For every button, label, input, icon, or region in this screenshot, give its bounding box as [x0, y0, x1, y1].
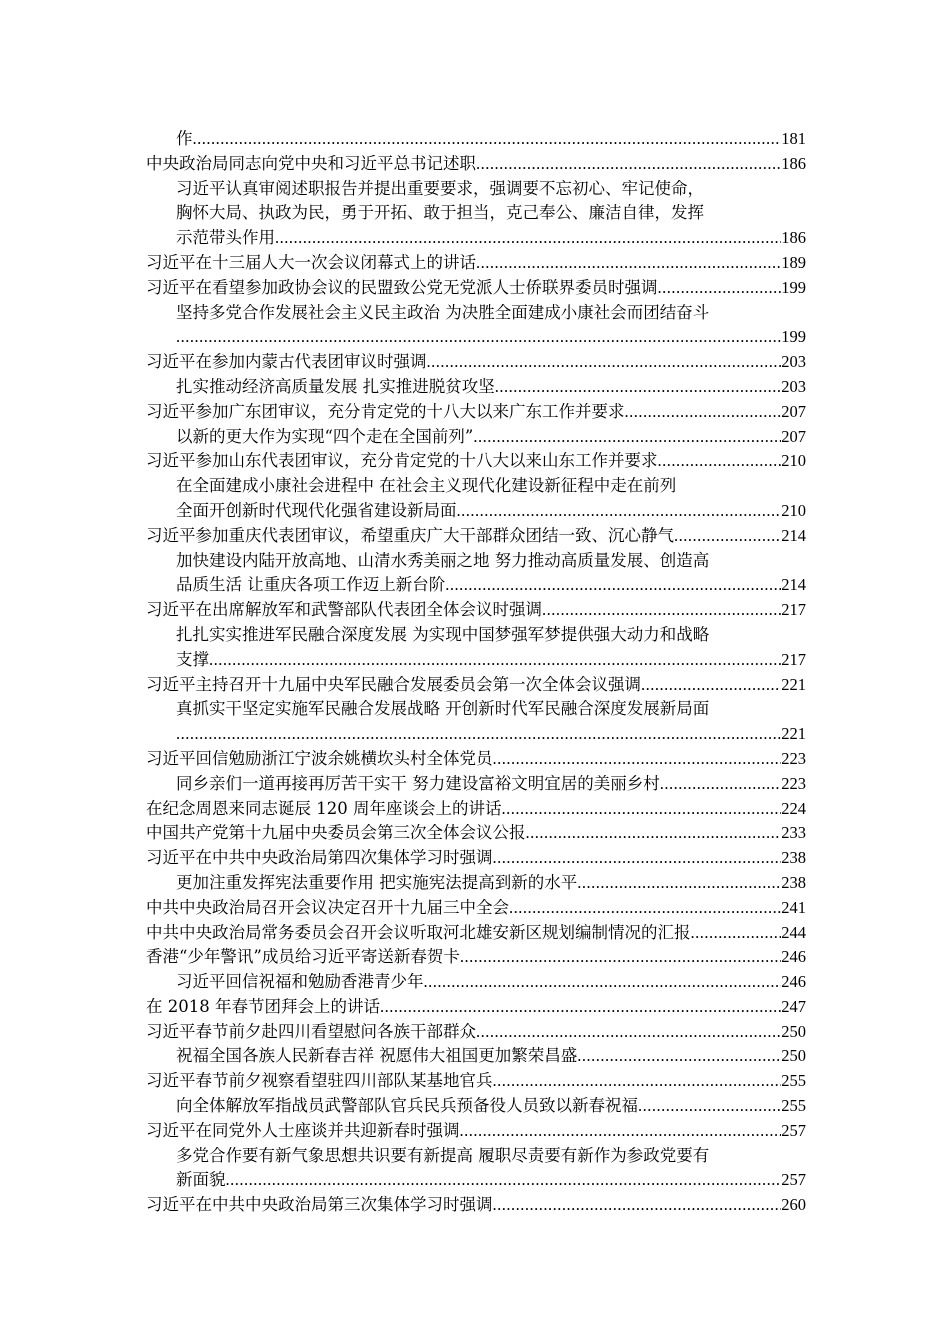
dot-leader [660, 772, 782, 797]
toc-page-number: 257 [781, 1170, 806, 1190]
toc-page-number: 244 [781, 922, 806, 942]
toc-entry[interactable] [146, 995, 806, 1020]
toc-page-number: 255 [781, 1096, 806, 1116]
dot-leader [577, 871, 781, 896]
toc-entry[interactable] [146, 1119, 806, 1144]
toc-entry-final-line [146, 846, 806, 871]
toc-entry-title: 习近平主持召开十九届中央军民融合发展委员会第一次全体会议强调 [146, 674, 641, 694]
dot-leader [209, 648, 781, 673]
dot-leader [460, 1119, 782, 1144]
toc-entry[interactable] [146, 301, 806, 351]
toc-entry[interactable] [146, 896, 806, 921]
dot-leader [427, 350, 782, 375]
toc-entry[interactable] [146, 1069, 806, 1094]
toc-entry-line: 真抓实干坚定实施军民融合发展战略 开创新时代军民融合深度发展新局面 [176, 699, 710, 719]
dot-leader [493, 747, 782, 772]
toc-entry-line: 胸怀大局、执政为民，勇于开拓、敢于担当，克己奉公、廉洁自律，发挥 [176, 203, 704, 223]
dot-leader [275, 226, 781, 251]
toc-entry-final-line [146, 598, 806, 623]
dot-leader [526, 821, 782, 846]
toc-entry-final-line [176, 970, 806, 995]
toc-entry-final-line [146, 400, 806, 425]
toc-entry-final-line [146, 921, 806, 946]
toc-entry-final-line [146, 251, 806, 276]
toc-entry-title: 习近平春节前夕视察看望驻四川部队某基地官兵 [146, 1071, 493, 1091]
toc-entry-final-line [176, 127, 806, 152]
toc-entry-line: 坚持多党合作发展社会主义民主政治 为决胜全面建成小康社会而团结奋斗 [176, 302, 710, 322]
toc-page-number: 223 [781, 748, 806, 768]
toc-entry[interactable] [146, 425, 806, 450]
toc-page-number: 246 [781, 947, 806, 967]
toc-page-number: 186 [781, 153, 806, 173]
toc-entry-title: 全面开创新时代现代化强省建设新局面 [176, 500, 457, 520]
toc-entry-title: 习近平参加广东团审议，充分肯定党的十八大以来广东工作并要求 [146, 401, 625, 421]
toc-page-number: 255 [781, 1071, 806, 1091]
dot-leader [577, 1044, 781, 1069]
toc-entry-title: 中共中央政治局常务委员会召开会议听取河北雄安新区规划编制情况的汇报 [146, 922, 691, 942]
toc-page-number: 224 [781, 798, 806, 818]
toc-entry[interactable] [146, 871, 806, 896]
toc-entry[interactable] [146, 449, 806, 474]
toc-entry-final-line [146, 896, 806, 921]
toc-entry[interactable] [146, 1193, 806, 1218]
toc-entry-title: 支撑 [176, 649, 209, 669]
toc-entry-final-line [176, 1044, 806, 1069]
toc-entry-final-line [146, 1069, 806, 1094]
toc-entry-final-line [176, 573, 806, 598]
dot-leader [674, 524, 781, 549]
toc-entry[interactable] [146, 400, 806, 425]
toc-entry-title: 习近平参加山东代表团审议，充分肯定党的十八大以来山东工作并要求 [146, 451, 658, 471]
toc-entry-title: 扎实推动经济高质量发展 扎实推进脱贫攻坚 [176, 376, 495, 396]
toc-entry-line: 在全面建成小康社会进程中 在社会主义现代化建设新征程中走在前列 [176, 476, 677, 496]
dot-leader [457, 499, 782, 524]
toc-entry-final-line [176, 226, 806, 251]
toc-entry-title: 以新的更大作为实现“四个走在全国前列” [176, 426, 474, 446]
toc-entry-final-line [176, 772, 806, 797]
dot-leader [476, 1020, 781, 1045]
toc-page-number: 217 [781, 649, 806, 669]
toc-entry-final-line [146, 945, 806, 970]
dot-leader [380, 995, 781, 1020]
toc-page-number: 233 [781, 823, 806, 843]
toc-page-number: 246 [781, 972, 806, 992]
toc-entry-title: 习近平在中共中央政治局第四次集体学习时强调 [146, 848, 493, 868]
toc-entry-line: 加快建设内陆开放高地、山清水秀美丽之地 努力推动高质量发展、创造高 [176, 550, 710, 570]
dot-leader [493, 846, 782, 871]
toc-entry[interactable] [146, 152, 806, 177]
toc-entry-final-line [146, 1020, 806, 1045]
toc-entry-title: 祝福全国各族人民新春吉祥 祝愿伟大祖国更加繁荣昌盛 [176, 1046, 578, 1066]
toc-entry-title: 习近平参加重庆代表团审议，希望重庆广大干部群众团结一致、沉心静气 [146, 525, 674, 545]
toc-page-number: 210 [781, 451, 806, 471]
toc-entry-title: 习近平在参加内蒙古代表团审议时强调 [146, 352, 427, 372]
table-of-contents [146, 127, 806, 1218]
toc-entry-final-line [146, 350, 806, 375]
toc-entry-line: 扎扎实实推进军民融合深度发展 为实现中国梦强军梦提供强大动力和战略 [176, 624, 710, 644]
dot-leader [493, 1193, 782, 1218]
toc-entry[interactable] [146, 127, 806, 152]
dot-leader [226, 1168, 782, 1193]
toc-entry[interactable] [146, 1044, 806, 1069]
toc-entry[interactable] [146, 251, 806, 276]
toc-page-number: 189 [781, 252, 806, 272]
dot-leader [501, 797, 781, 822]
toc-entry[interactable] [146, 623, 806, 673]
toc-entry-final-line [146, 747, 806, 772]
dot-leader [509, 896, 781, 921]
toc-entry-title: 习近平在同党外人士座谈并共迎新春时强调 [146, 1120, 460, 1140]
toc-entry-title: 品质生活 让重庆各项工作迈上新台阶 [176, 575, 446, 595]
toc-entry-final-line [146, 797, 806, 822]
toc-entry[interactable] [146, 598, 806, 623]
dot-leader [638, 1094, 781, 1119]
dot-leader [658, 449, 782, 474]
toc-page-number: 247 [781, 996, 806, 1016]
toc-entry[interactable] [146, 945, 806, 970]
dot-leader [460, 945, 781, 970]
toc-entry[interactable] [146, 921, 806, 946]
toc-entry-final-line [146, 524, 806, 549]
toc-page-number: 221 [781, 724, 806, 744]
toc-entry-final-line [176, 871, 806, 896]
toc-entry[interactable] [146, 350, 806, 375]
dot-leader [473, 425, 781, 450]
toc-entry-final-line [176, 648, 806, 673]
toc-entry-final-line [146, 1193, 806, 1218]
toc-entry-title: 习近平在中共中央政治局第三次集体学习时强调 [146, 1195, 493, 1215]
toc-entry-final-line [146, 673, 806, 698]
dot-leader [476, 152, 781, 177]
dot-leader [424, 970, 782, 995]
toc-entry[interactable] [146, 970, 806, 995]
toc-entry-title: 中国共产党第十九届中央委员会第三次全体会议公报 [146, 823, 526, 843]
dot-leader [691, 921, 782, 946]
toc-entry-title: 习近平回信祝福和勉励香港青少年 [176, 972, 424, 992]
toc-entry-line: 习近平认真审阅述职报告并提出重要要求，强调要不忘初心、牢记使命， [176, 178, 704, 198]
toc-page-number: 223 [781, 773, 806, 793]
toc-entry-title: 习近平在看望参加政协会议的民盟致公党无党派人士侨联界委员时强调 [146, 277, 658, 297]
toc-page-number: 199 [781, 327, 806, 347]
toc-entry-title: 习近平春节前夕赴四川看望慰问各族干部群众 [146, 1021, 476, 1041]
toc-entry[interactable] [146, 1094, 806, 1119]
dot-leader [495, 375, 782, 400]
toc-entry-final-line [176, 375, 806, 400]
toc-page-number: 217 [781, 600, 806, 620]
toc-entry-title: 示范带头作用 [176, 228, 275, 248]
toc-page-number: 186 [781, 228, 806, 248]
toc-page-number: 203 [781, 376, 806, 396]
toc-entry[interactable] [146, 1020, 806, 1045]
toc-entry-final-line [176, 425, 806, 450]
dot-leader [493, 1069, 782, 1094]
toc-page-number: 221 [781, 674, 806, 694]
toc-page-number: 214 [781, 525, 806, 545]
toc-entry[interactable] [146, 797, 806, 822]
toc-page-number: 250 [781, 1021, 806, 1041]
toc-entry-final-line [176, 325, 806, 350]
toc-entry-final-line [146, 449, 806, 474]
toc-entry-title: 中央政治局同志向党中央和习近平总书记述职 [146, 153, 476, 173]
toc-entry-title: 中共中央政治局召开会议决定召开十九届三中全会 [146, 897, 509, 917]
toc-entry[interactable] [146, 549, 806, 599]
toc-entry-title: 向全体解放军指战员武警部队官兵民兵预备役人员致以新春祝福 [176, 1096, 638, 1116]
toc-entry[interactable] [146, 474, 806, 524]
toc-entry-title: 在纪念周恩来同志诞辰 120 周年座谈会上的讲话 [146, 798, 502, 818]
toc-page-number: 238 [781, 872, 806, 892]
toc-page-number: 203 [781, 352, 806, 372]
toc-entry[interactable] [146, 821, 806, 846]
toc-entry[interactable] [146, 846, 806, 871]
dot-leader [641, 673, 781, 698]
toc-entry-final-line [176, 499, 806, 524]
toc-page-number: 181 [781, 129, 806, 148]
toc-entry-final-line [176, 1094, 806, 1119]
toc-entry-title: 习近平在出席解放军和武警部队代表团全体会议时强调 [146, 600, 542, 620]
toc-page-number: 207 [781, 401, 806, 421]
toc-page-number: 199 [781, 277, 806, 297]
toc-entry[interactable] [146, 1144, 806, 1194]
toc-entry[interactable] [146, 276, 806, 301]
dot-leader [542, 598, 781, 623]
toc-entry-title: 新面貌 [176, 1170, 226, 1190]
toc-entry-final-line [146, 276, 806, 301]
toc-entry[interactable] [146, 697, 806, 747]
toc-entry-final-line [146, 152, 806, 177]
toc-entry-final-line [176, 722, 806, 747]
toc-entry-title: 更加注重发挥宪法重要作用 把实施宪法提高到新的水平 [176, 872, 578, 892]
toc-entry-final-line [176, 1168, 806, 1193]
toc-page-number: 260 [781, 1195, 806, 1215]
toc-entry[interactable] [146, 375, 806, 400]
toc-entry[interactable] [146, 772, 806, 797]
dot-leader [176, 722, 781, 747]
toc-page-number: 214 [781, 575, 806, 595]
toc-entry-final-line [146, 995, 806, 1020]
toc-entry-title: 习近平在十三届人大一次会议闭幕式上的讲话 [146, 252, 476, 272]
dot-leader [445, 573, 781, 598]
toc-entry-final-line [146, 1119, 806, 1144]
toc-page-number: 250 [781, 1046, 806, 1066]
toc-page-number: 207 [781, 426, 806, 446]
toc-entry[interactable] [146, 673, 806, 698]
toc-page-number: 238 [781, 848, 806, 868]
dot-leader [176, 325, 781, 350]
toc-entry-title: 香港“少年警讯”成员给习近平寄送新春贺卡 [146, 947, 460, 967]
toc-entry[interactable] [146, 177, 806, 251]
toc-page-number: 241 [781, 897, 806, 917]
dot-leader [658, 276, 782, 301]
toc-entry[interactable] [146, 524, 806, 549]
toc-page-number: 257 [781, 1120, 806, 1140]
toc-entry[interactable] [146, 747, 806, 772]
toc-page-number: 210 [781, 500, 806, 520]
toc-entry-final-line [146, 821, 806, 846]
toc-entry-title: 在 2018 年春节团拜会上的讲话 [146, 996, 380, 1016]
toc-entry-title: 同乡亲们一道再接再厉苦干实干 努力建设富裕文明宜居的美丽乡村 [176, 773, 660, 793]
toc-entry-title: 习近平回信勉励浙江宁波余姚横坎头村全体党员 [146, 748, 493, 768]
toc-entry-line: 多党合作要有新气象思想共识要有新提高 履职尽责要有新作为参政党要有 [176, 1145, 710, 1165]
toc-entry-title: 作 [176, 129, 193, 148]
dot-leader [476, 251, 781, 276]
dot-leader [625, 400, 782, 425]
dot-leader [193, 127, 782, 152]
